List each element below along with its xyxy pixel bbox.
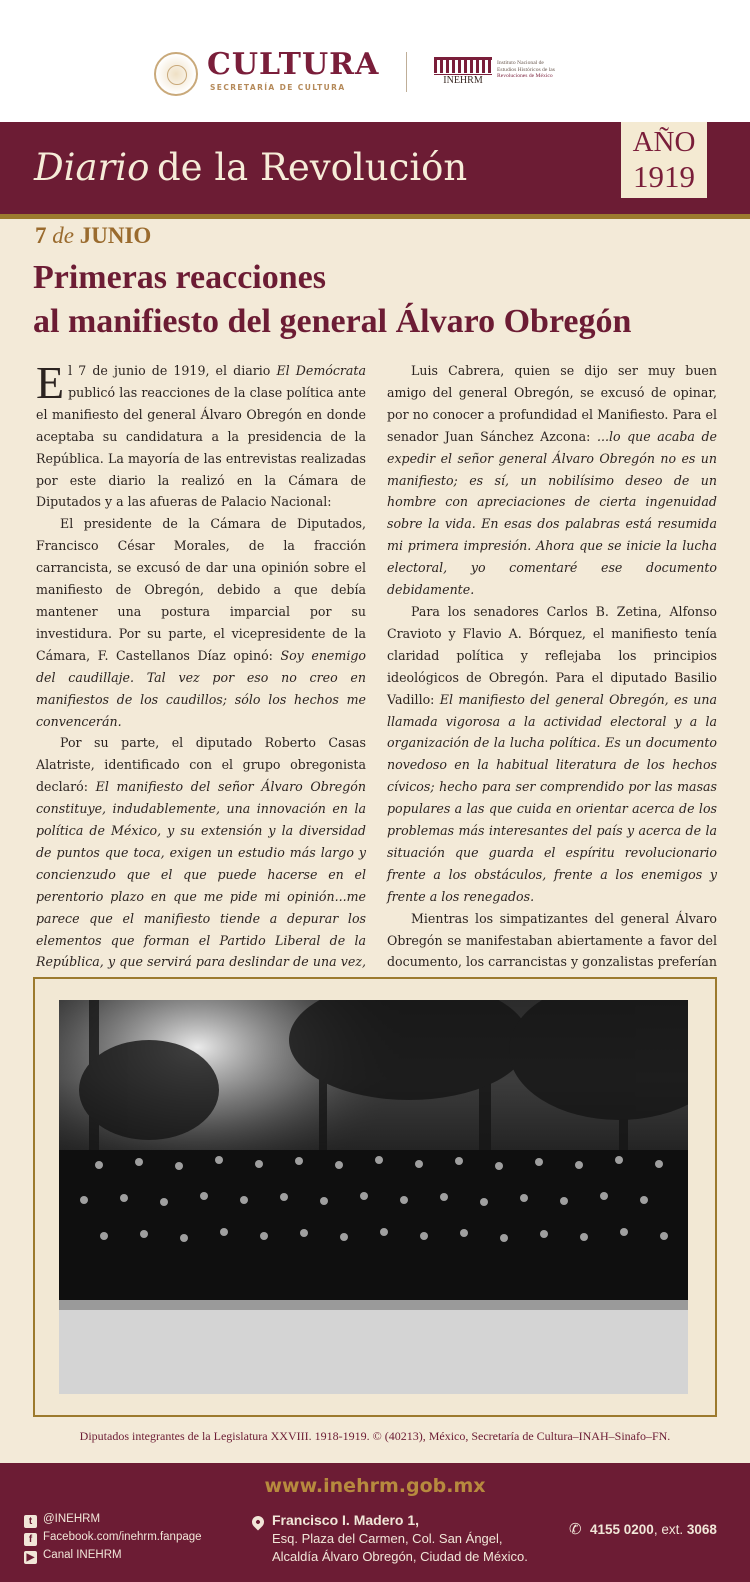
article-date — [35, 222, 151, 250]
article-paragraph — [387, 601, 717, 908]
drop-cap: E — [36, 357, 65, 408]
year-label: AÑO — [632, 126, 696, 158]
youtube-icon: ▶ — [24, 1551, 37, 1564]
article-headline — [33, 256, 733, 344]
quote-text: ...lo que acaba de expedir el señor general Álvaro Obregón no es un manifiesto; es sí, un nobilísimo deseo de un hombre con apreciaciones de cierta ingenuidad sobre la vida. En esas dos palabras está resumida mi primera impresión. Ahora que se inicie la lucha electoral, yo comentaré ese documento debidamente. — [387, 428, 718, 598]
twitter-link[interactable] — [24, 1512, 100, 1528]
facebook-icon: f — [24, 1533, 37, 1546]
banner-title: de la Revolución — [157, 146, 468, 189]
youtube-channel: Canal INEHRM — [43, 1549, 122, 1561]
paragraph-text: publicó las reacciones de la clase política ante el manifiesto del general Álvaro Obregón en donde aceptaba su candidatura a la presidencia de la República. La mayoría de las entrevistas realizadas por este diario la realizó en la Cámara de Diputados y a las afueras de Palacio Nacional: — [36, 384, 366, 510]
paragraph-text: l 7 de junio de 1919, el diario — [68, 363, 277, 378]
article-paragraph: Mientras los simpatizantes del general Álvaro Obregón se manifestaban abiertamente a favor del documento, los carrancistas y gonzalistas preferían — [387, 910, 717, 970]
date-month: JUNIO — [79, 223, 152, 248]
photo-caption: Diputados integrantes de la Legislatura XXVIII. 1918-1919. © (40213), México, Secretaría de Cultura–INAH–Sinafo–FN. — [79, 1429, 671, 1443]
newspaper-name: El Demócrata — [276, 363, 366, 378]
phone-main: 4155 0200 — [590, 1522, 654, 1537]
article-paragraph — [36, 357, 366, 513]
paragraph-text: Por su parte, el diputado Roberto Casas Alatriste, identificado con el grupo obregonista declaró: — [36, 735, 366, 795]
inehrm-desc-line3: Revoluciones de México — [497, 73, 553, 80]
mexico-seal-icon — [154, 52, 198, 96]
paragraph-text: Luis Cabrera, quien se dijo ser muy buen amigo del general Obregón, se excusó de opinar, por no conocer a profundidad el Manifiesto. Para el senador Juan Sánchez Azcona: — [387, 363, 717, 444]
paragraph-text: Para los senadores Carlos B. Zetina, Alfonso Cravioto y Flavio A. Bórquez, el manifiesto tenía claridad política y reflejaba los principios ideológicos de Obregón. Para el diputado Basilio Vadillo: — [387, 603, 717, 707]
inehrm-desc-line1: Instituto Nacional de — [497, 60, 544, 66]
quote-text: El manifiesto del señor Álvaro Obregón constituye, indudablemente, una innovación en la política de México, y su extensión y la diversidad de puntos que toca, exigen un estudio más largo y concienzudo que el que puede hacerse en el perentorio plazo en que me pide mi opinión...me parece que el manifiesto tiende a depurar los elementos que forman el Partido Liberal de la República, y que servirá para deslindar de una vez, — [36, 779, 366, 970]
phone-ext-label: , ext. — [653, 1522, 687, 1537]
article-paragraph — [36, 513, 366, 732]
headline-line1: Primeras reacciones — [33, 259, 326, 296]
phone-ext: 3068 — [686, 1522, 717, 1537]
banner-title-italic: Diario — [34, 146, 150, 189]
inehrm-desc-line2: Estudios Históricos de las — [497, 66, 555, 73]
logo-divider — [406, 52, 407, 92]
twitter-handle: @INEHRM — [43, 1513, 101, 1525]
twitter-icon: t — [24, 1515, 37, 1528]
headline-line2: al manifiesto del general Álvaro Obregón — [33, 303, 632, 340]
article-column-left — [36, 357, 366, 1083]
address-line2: Esq. Plaza del Carmen, Col. San Ángel, — [272, 1531, 503, 1546]
historic-group-photo — [59, 1000, 688, 1394]
inehrm-logo-text: INEHRM — [434, 74, 492, 86]
inehrm-building-icon — [434, 57, 492, 73]
quote-text: El manifiesto del general Obregón, es una llamada vigorosa a la actividad electoral y a la organización de la lucha política. Es un documento novedoso en la habitual literatura de los hechos cívicos; hecho para ser comprendido por las masas populares a las que cuida en orientar acerca de los problemas más interesantes del país y acerca de la situación que guarda el espíritu revolucionario frente a los obstáculos, frente a los enemigos y frente a los renegados. — [387, 691, 718, 904]
quote-text: Soy enemigo del caudillaje. Tal vez por eso no creo en manifiestos de los caudillos; sólo los hechos me convencerán. — [36, 647, 366, 729]
address-line3: Alcaldía Álvaro Obregón, Ciudad de México. — [272, 1549, 528, 1564]
website-link[interactable]: www.inehrm.gob.mx — [264, 1475, 486, 1497]
inehrm-description — [497, 60, 577, 80]
phone-number[interactable] — [590, 1521, 717, 1538]
article-paragraph — [387, 360, 717, 601]
article-column-right — [387, 360, 717, 1017]
cultura-logo-subtitle: SECRETARÍA DE CULTURA — [210, 83, 346, 92]
cultura-logo-text: CULTURA — [207, 47, 380, 82]
year-value: 1919 — [633, 159, 695, 194]
phone-icon: ✆ — [569, 1520, 582, 1538]
date-de: de — [52, 223, 74, 248]
photo-illustration — [59, 1000, 688, 1394]
paragraph-text: El presidente de la Cámara de Diputados, Francisco César Morales, de la fracción carrancista, se excusó de dar una opinión sobre el manifiesto de Obregón, debido a que debía mantener una postura imparcial por su investidura. Por su parte, el vicepresidente de la Cámara, F. Castellanos Díaz opinó: — [36, 516, 366, 663]
facebook-link[interactable] — [24, 1530, 202, 1546]
date-day: 7 — [35, 223, 47, 248]
youtube-link[interactable] — [24, 1548, 122, 1564]
facebook-url: Facebook.com/inehrm.fanpage — [43, 1531, 202, 1543]
address-line1: Francisco I. Madero 1, — [272, 1512, 420, 1528]
